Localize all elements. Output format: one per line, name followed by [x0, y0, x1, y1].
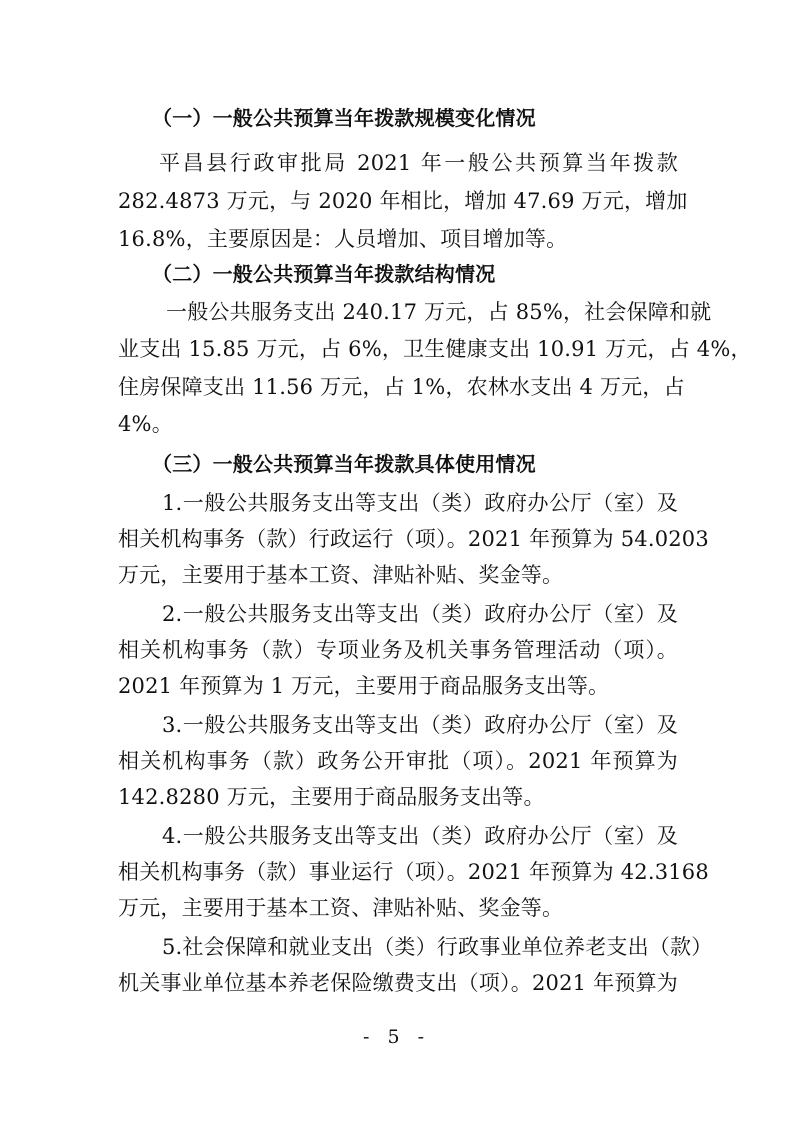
item-4-line-1: 4.一般公共服务支出等支出（类）政府办公厅（室）及: [162, 824, 678, 848]
item-1-line-3: 万元，主要用于基本工资、津贴补贴、奖金等。: [118, 563, 564, 587]
section-3-heading: （三）一般公共预算当年拨款具体使用情况: [152, 452, 536, 476]
item-1-line-1: 1.一般公共服务支出等支出（类）政府办公厅（室）及: [162, 491, 678, 515]
item-4-line-3: 万元，主要用于基本工资、津贴补贴、奖金等。: [118, 896, 564, 920]
item-2-line-3: 2021 年预算为 1 万元，主要用于商品服务支出等。: [118, 674, 610, 698]
item-3-line-2: 相关机构事务（款）政务公开审批（项）。2021 年预算为: [118, 749, 678, 773]
item-5-line-2: 机关事业单位基本养老保险缴费支出（项）。2021 年预算为: [118, 971, 678, 995]
section-2-line-1: 一般公共服务支出 240.17 万元，占 85%，社会保障和就: [166, 300, 712, 324]
section-1-heading: （一）一般公共预算当年拨款规模变化情况: [152, 106, 536, 130]
section-1-line-3: 16.8%，主要原因是：人员增加、项目增加等。: [118, 227, 568, 251]
section-1-line-1: 平昌县行政审批局 2021 年一般公共预算当年拨款: [159, 151, 678, 175]
section-2-line-3: 住房保障支出 11.56 万元，占 1%，农林水支出 4 万元，占: [118, 375, 685, 399]
section-2-line-4: 4%。: [118, 412, 173, 436]
item-3-line-3: 142.8280 万元，主要用于商品服务支出等。: [118, 785, 545, 809]
section-2-line-2: 业支出 15.85 万元，占 6%，卫生健康支出 10.91 万元，占 4%，: [118, 337, 752, 361]
item-3-line-1: 3.一般公共服务支出等支出（类）政府办公厅（室）及: [162, 713, 678, 737]
section-1-line-2: 282.4873 万元，与 2020 年相比，增加 47.69 万元，增加: [118, 189, 688, 213]
item-5-line-1: 5.社会保障和就业支出（类）行政事业单位养老支出（款）: [162, 935, 713, 959]
item-4-line-2: 相关机构事务（款）事业运行（项）。2021 年预算为 42.3168: [118, 860, 709, 884]
section-2-heading: （二）一般公共预算当年拨款结构情况: [152, 262, 496, 286]
item-1-line-2: 相关机构事务（款）行政运行（项）。2021 年预算为 54.0203: [118, 527, 709, 551]
page-number: - 5 -: [362, 1026, 430, 1048]
item-2-line-1: 2.一般公共服务支出等支出（类）政府办公厅（室）及: [162, 602, 678, 626]
item-2-line-2: 相关机构事务（款）专项业务及机关事务管理活动（项）。: [118, 638, 678, 662]
